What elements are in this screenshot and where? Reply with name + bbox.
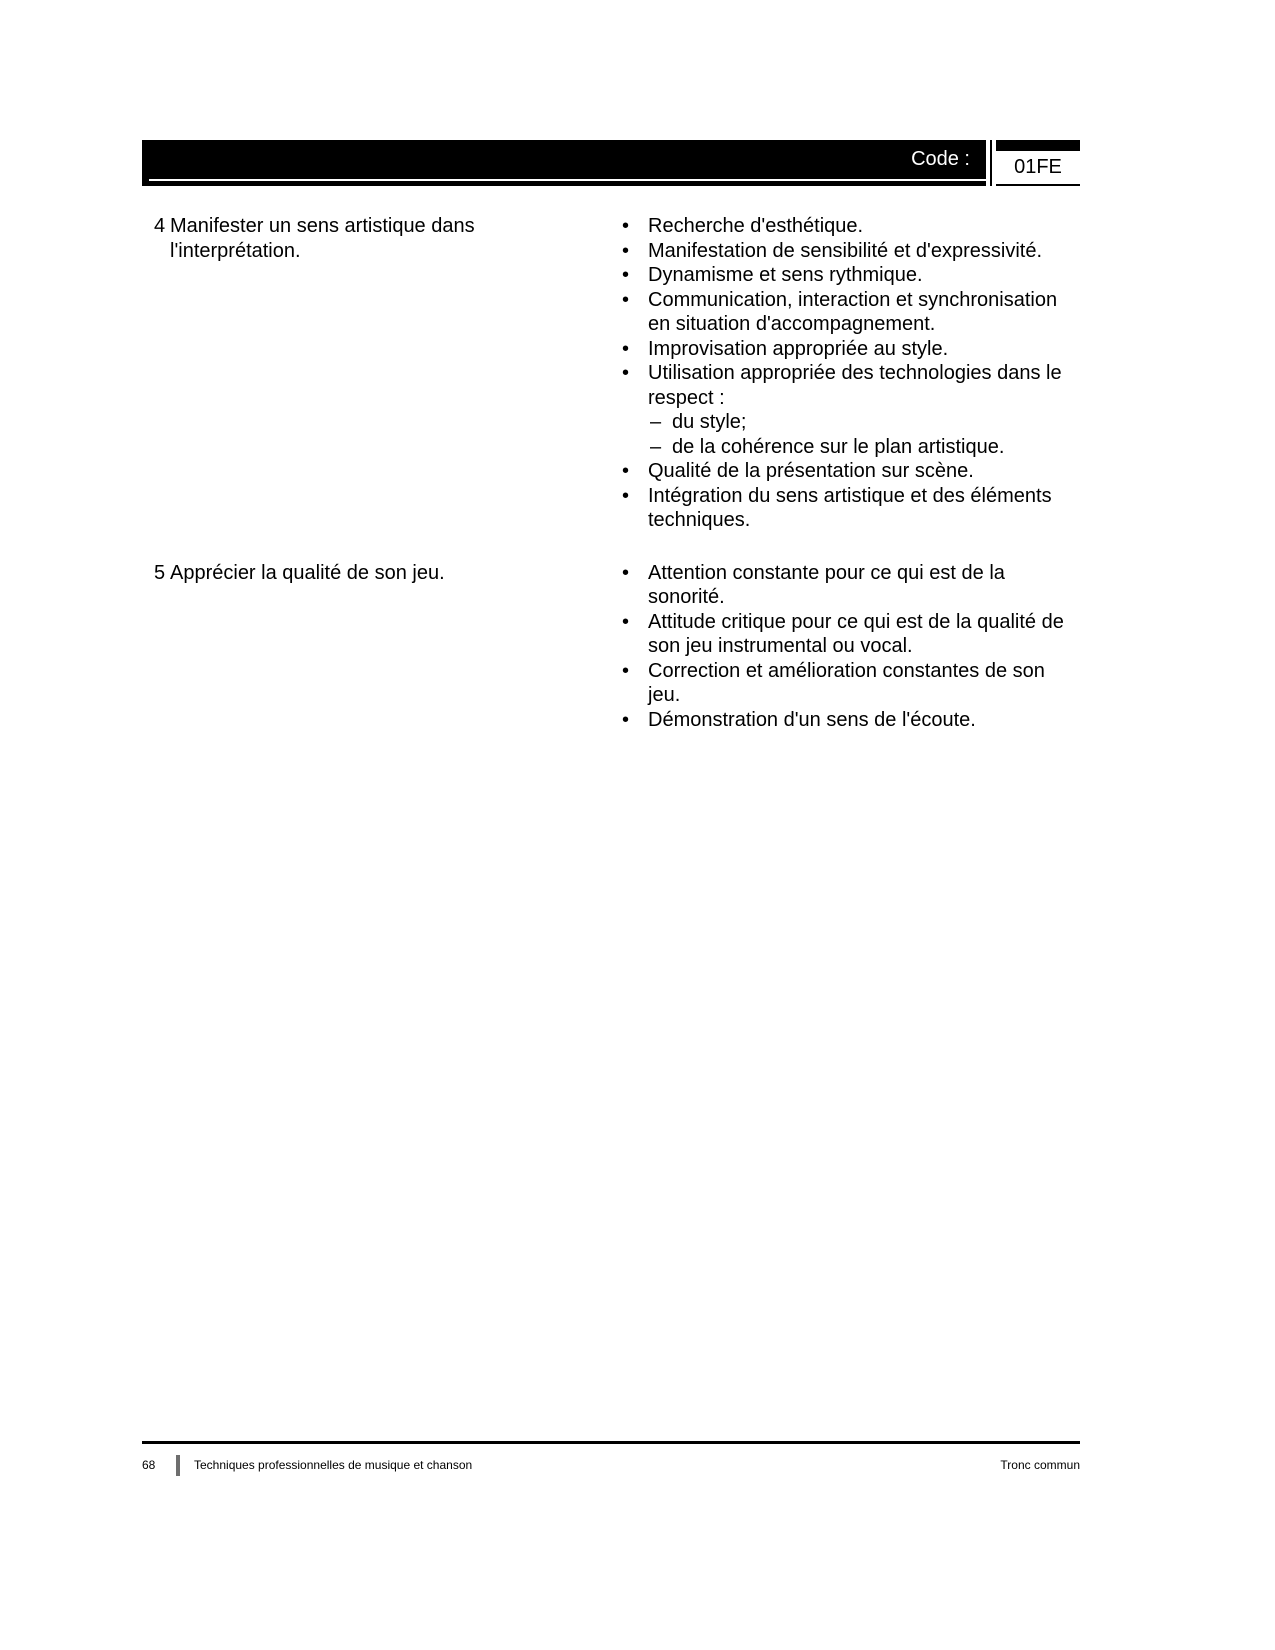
sub-list-item [650, 435, 1080, 460]
criterion-text [648, 361, 1080, 459]
footer-document-title: Techniques professionnelles de musique et chanson [194, 1458, 473, 1472]
list-item [622, 610, 1080, 659]
criterion-text: Attitude critique pour ce qui est de la qualité de son jeu instrumental ou vocal. [648, 610, 1064, 657]
list-item [622, 459, 1080, 484]
code-value-box [996, 140, 1080, 186]
list-item [622, 659, 1080, 708]
dash-icon: – [650, 411, 662, 433]
page-number: 68 [142, 1458, 156, 1472]
criterion-text: Dynamisme et sens rythmique. [648, 264, 923, 286]
sub-criterion-text: du style; [672, 411, 747, 433]
dash-icon: – [650, 435, 662, 458]
criterion-text: Correction et amélioration constantes de son jeu. [648, 659, 1045, 706]
footer-section-label: Tronc commun [1000, 1458, 1080, 1472]
criterion-text: Démonstration d'un sens de l'écoute. [648, 708, 976, 731]
bullet-icon: • [622, 708, 630, 731]
criterion-text: Qualité de la présentation sur scène. [648, 460, 974, 482]
criterion-text: Attention constante pour ce qui est de la sonorité. [648, 561, 1005, 608]
bullet-icon: • [622, 239, 630, 262]
list-item [622, 337, 1080, 362]
bullet-icon: • [622, 264, 630, 286]
content-area [142, 214, 1080, 732]
bullet-icon: • [622, 288, 630, 311]
list-item [622, 708, 1080, 733]
list-item [622, 361, 1080, 459]
objective-text: Manifester un sens artistique dans l'interprétation. [170, 215, 475, 262]
bullet-icon: • [622, 659, 630, 682]
sub-criterion-text: de la cohérence sur le plan artistique. [672, 435, 1005, 458]
criteria-list [622, 214, 1080, 533]
list-item [622, 214, 1080, 239]
criterion-text: Recherche d'esthétique. [648, 215, 864, 237]
code-box-topbar [996, 140, 1080, 151]
criterion-text: Intégration du sens artistique et des éléments techniques. [648, 484, 1052, 531]
code-label: Code : [911, 148, 970, 170]
code-band-underline [149, 179, 986, 181]
bullet-icon: • [622, 561, 630, 584]
sub-list-item [650, 410, 1080, 435]
bullet-icon: • [622, 337, 630, 360]
criterion-text-main: Utilisation appropriée des technologies dans le respect : [648, 362, 1062, 409]
list-item [622, 239, 1080, 264]
objective-number: 5 [154, 561, 166, 584]
page-footer [142, 1441, 1080, 1476]
list-item [622, 561, 1080, 610]
list-item [622, 288, 1080, 337]
code-band [142, 140, 986, 186]
list-item [622, 263, 1080, 288]
criterion-text: Communication, interaction et synchronisation en situation d'accompagnement. [648, 288, 1058, 335]
objective-row-5 [142, 561, 1080, 733]
bullet-icon: • [622, 484, 630, 507]
sub-criteria-list [650, 410, 1080, 459]
objective-text: Apprécier la qualité de son jeu. [170, 561, 445, 584]
code-header [142, 140, 1080, 186]
footer-row [142, 1455, 1080, 1476]
criterion-text: Manifestation de sensibilité et d'expressivité. [648, 239, 1043, 262]
criterion-text: Improvisation appropriée au style. [648, 337, 949, 360]
criteria-list [622, 561, 1080, 733]
bullet-icon: • [622, 610, 630, 633]
footer-divider-bar [176, 1455, 180, 1476]
bullet-icon: • [622, 362, 630, 384]
footer-rule [142, 1441, 1080, 1444]
bullet-icon: • [622, 215, 630, 237]
code-value: 01FE [1014, 156, 1062, 178]
list-item [622, 484, 1080, 533]
objective-row-4 [142, 214, 1080, 533]
objective-number: 4 [154, 215, 166, 237]
bullet-icon: • [622, 460, 630, 482]
